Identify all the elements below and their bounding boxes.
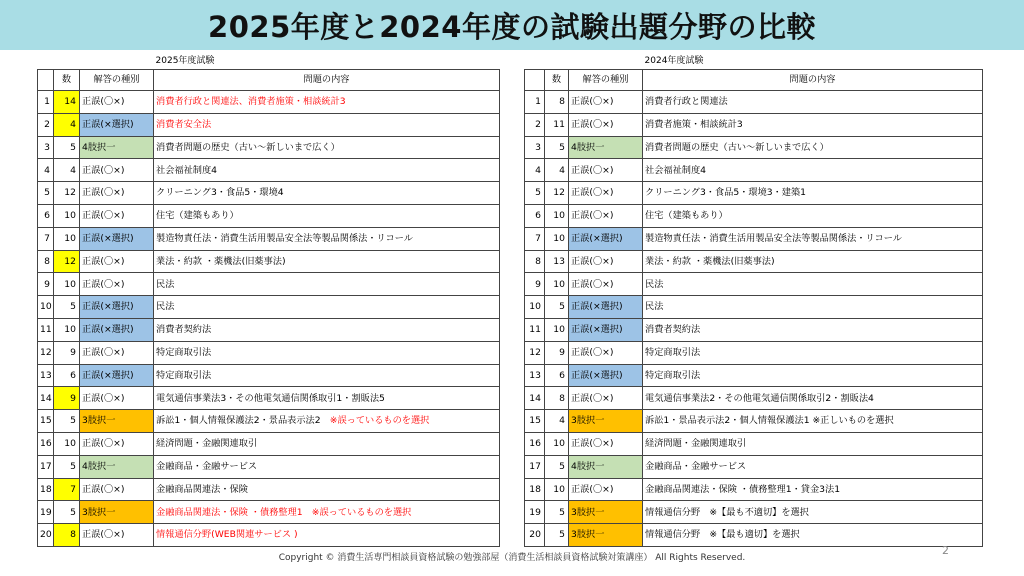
table-row bbox=[525, 91, 983, 114]
table-row bbox=[525, 432, 983, 455]
question-count: 5 bbox=[545, 524, 569, 547]
answer-type: 3肢択一 bbox=[80, 501, 154, 524]
row-number: 16 bbox=[525, 432, 545, 455]
question-count: 10 bbox=[545, 273, 569, 296]
question-count: 10 bbox=[545, 227, 569, 250]
question-content: 特定商取引法 bbox=[154, 341, 500, 364]
question-content: 消費者契約法 bbox=[643, 318, 983, 341]
question-content: 民法 bbox=[643, 296, 983, 319]
question-content: 業法・約款 ・薬機法(旧薬事法) bbox=[154, 250, 500, 273]
question-count: 7 bbox=[54, 478, 80, 501]
question-content: 消費者問題の歴史（古い～新しいまで広く） bbox=[643, 136, 983, 159]
question-count: 9 bbox=[54, 341, 80, 364]
question-count: 5 bbox=[54, 501, 80, 524]
table-row bbox=[38, 478, 500, 501]
row-number: 7 bbox=[38, 227, 54, 250]
table-row bbox=[38, 318, 500, 341]
table-row bbox=[525, 136, 983, 159]
table-row bbox=[525, 227, 983, 250]
answer-type: 正誤(〇×) bbox=[569, 273, 643, 296]
question-content: 住宅（建築もあり） bbox=[154, 204, 500, 227]
question-count: 10 bbox=[545, 478, 569, 501]
question-count: 5 bbox=[545, 501, 569, 524]
table-row bbox=[38, 182, 500, 205]
answer-type: 3肢択一 bbox=[569, 524, 643, 547]
table-header bbox=[525, 70, 983, 91]
question-count: 6 bbox=[545, 364, 569, 387]
answer-type: 正誤(〇×) bbox=[80, 159, 154, 182]
answer-type: 3肢択一 bbox=[569, 501, 643, 524]
question-content: 社会福祉制度4 bbox=[643, 159, 983, 182]
table-row bbox=[525, 364, 983, 387]
question-count: 8 bbox=[545, 91, 569, 114]
row-number: 18 bbox=[38, 478, 54, 501]
question-count: 4 bbox=[545, 410, 569, 433]
row-number: 12 bbox=[525, 341, 545, 364]
question-content: 消費者行政と関連法、消費者施策・相談統計3 bbox=[154, 91, 500, 114]
question-count: 12 bbox=[54, 250, 80, 273]
question-content: 金融商品関連法・保険 bbox=[154, 478, 500, 501]
question-content: 民法 bbox=[154, 273, 500, 296]
row-number: 16 bbox=[38, 432, 54, 455]
question-count: 9 bbox=[54, 387, 80, 410]
row-number: 15 bbox=[525, 410, 545, 433]
answer-type: 正誤(×選択) bbox=[80, 364, 154, 387]
question-content: クリーニング3・食品5・環境3・建築1 bbox=[643, 182, 983, 205]
question-content: 電気通信事業法2・その他電気通信関係取引2・割販法4 bbox=[643, 387, 983, 410]
table-row bbox=[525, 204, 983, 227]
row-number: 10 bbox=[525, 296, 545, 319]
answer-type: 正誤(×選択) bbox=[569, 296, 643, 319]
answer-type: 正誤(〇×) bbox=[569, 387, 643, 410]
answer-type: 正誤(×選択) bbox=[80, 113, 154, 136]
header-content: 問題の内容 bbox=[643, 70, 983, 91]
answer-type: 正誤(×選択) bbox=[80, 227, 154, 250]
question-content: 特定商取引法 bbox=[643, 341, 983, 364]
table-caption: 2024年度試験 bbox=[644, 55, 704, 66]
table-2025 bbox=[37, 53, 500, 547]
table-row bbox=[38, 136, 500, 159]
row-number: 3 bbox=[525, 136, 545, 159]
answer-type: 正誤(〇×) bbox=[80, 91, 154, 114]
question-content: 民法 bbox=[154, 296, 500, 319]
row-number: 2 bbox=[38, 113, 54, 136]
row-number: 18 bbox=[525, 478, 545, 501]
question-count: 10 bbox=[545, 318, 569, 341]
row-number: 2 bbox=[525, 113, 545, 136]
question-content: 経済問題・金融関連取引 bbox=[643, 432, 983, 455]
answer-type: 正誤(〇×) bbox=[569, 182, 643, 205]
question-count: 4 bbox=[545, 159, 569, 182]
answer-type: 正誤(〇×) bbox=[80, 478, 154, 501]
answer-type: 4肢択一 bbox=[569, 136, 643, 159]
question-content: 金融商品関連法・保険 ・債務整理1・貸金3法1 bbox=[643, 478, 983, 501]
question-count: 9 bbox=[545, 341, 569, 364]
question-content: 金融商品・金融サービス bbox=[643, 455, 983, 478]
row-number: 4 bbox=[38, 159, 54, 182]
answer-type: 正誤(〇×) bbox=[80, 182, 154, 205]
row-number: 9 bbox=[38, 273, 54, 296]
header-type: 解答の種別 bbox=[569, 70, 643, 91]
table-2024 bbox=[524, 53, 983, 547]
answer-type: 4肢択一 bbox=[569, 455, 643, 478]
row-number: 17 bbox=[38, 455, 54, 478]
question-content: 民法 bbox=[643, 273, 983, 296]
question-content: 社会福祉制度4 bbox=[154, 159, 500, 182]
answer-type: 3肢択一 bbox=[80, 410, 154, 433]
row-number: 9 bbox=[525, 273, 545, 296]
question-content: 消費者行政と関連法 bbox=[643, 91, 983, 114]
row-number: 20 bbox=[525, 524, 545, 547]
question-count: 13 bbox=[545, 250, 569, 273]
answer-type: 正誤(〇×) bbox=[569, 250, 643, 273]
answer-type: 正誤(〇×) bbox=[569, 341, 643, 364]
row-number: 1 bbox=[38, 91, 54, 114]
content-note: ※誤っているものを選択 bbox=[329, 415, 430, 427]
question-content: 住宅（建築もあり） bbox=[643, 204, 983, 227]
page-number: 2 bbox=[942, 544, 949, 557]
question-content: 製造物責任法・消費生活用製品安全法等製品関係法・リコール bbox=[154, 227, 500, 250]
question-content: 製造物責任法・消費生活用製品安全法等製品関係法・リコール bbox=[643, 227, 983, 250]
table-row bbox=[38, 455, 500, 478]
row-number: 17 bbox=[525, 455, 545, 478]
question-content: 消費者契約法 bbox=[154, 318, 500, 341]
question-count: 8 bbox=[54, 524, 80, 547]
table-row bbox=[525, 501, 983, 524]
question-count: 5 bbox=[54, 455, 80, 478]
answer-type: 正誤(〇×) bbox=[80, 273, 154, 296]
question-content: 訴訟1・景品表示法2・個人情報保護法1 ※正しいものを選択 bbox=[643, 410, 983, 433]
question-count: 10 bbox=[545, 432, 569, 455]
question-count: 5 bbox=[54, 136, 80, 159]
question-content: 金融商品関連法・保険 ・債務整理1 ※誤っているものを選択 bbox=[154, 501, 500, 524]
answer-type: 正誤(×選択) bbox=[569, 364, 643, 387]
answer-type: 3肢択一 bbox=[569, 410, 643, 433]
content-text: 訴訟1・個人情報保護法2・景品表示法2 bbox=[156, 415, 330, 427]
copyright-footer: Copyright © 消費生活専門相談員資格試験の勉強部屋（消費生活相談員資格試験対策講座） All Rights Reserved. bbox=[278, 553, 746, 563]
row-number: 5 bbox=[525, 182, 545, 205]
row-number: 12 bbox=[38, 341, 54, 364]
page-title: 2025年度と2024年度の試験出題分野の比較 bbox=[208, 9, 816, 44]
table-row bbox=[38, 250, 500, 273]
header-content: 問題の内容 bbox=[154, 70, 500, 91]
header-count: 数 bbox=[54, 70, 80, 91]
question-content: 消費者安全法 bbox=[154, 113, 500, 136]
question-count: 10 bbox=[54, 204, 80, 227]
header-type: 解答の種別 bbox=[80, 70, 154, 91]
question-count: 8 bbox=[545, 387, 569, 410]
answer-type: 正誤(〇×) bbox=[569, 204, 643, 227]
row-number: 8 bbox=[525, 250, 545, 273]
row-number: 4 bbox=[525, 159, 545, 182]
row-number: 5 bbox=[38, 182, 54, 205]
question-count: 10 bbox=[545, 204, 569, 227]
comparison-table bbox=[37, 53, 500, 547]
question-content: 情報通信分野 ※【最も不適切】を選択 bbox=[643, 501, 983, 524]
table-row bbox=[525, 455, 983, 478]
row-number: 10 bbox=[38, 296, 54, 319]
table-row bbox=[38, 91, 500, 114]
question-count: 5 bbox=[54, 296, 80, 319]
question-count: 10 bbox=[54, 227, 80, 250]
question-count: 10 bbox=[54, 432, 80, 455]
row-number: 11 bbox=[525, 318, 545, 341]
answer-type: 4肢択一 bbox=[80, 455, 154, 478]
question-content: 特定商取引法 bbox=[154, 364, 500, 387]
table-row bbox=[38, 501, 500, 524]
table-row bbox=[525, 250, 983, 273]
table-row bbox=[38, 432, 500, 455]
question-content: 業法・約款 ・薬機法(旧薬事法) bbox=[643, 250, 983, 273]
row-number: 1 bbox=[525, 91, 545, 114]
row-number: 13 bbox=[38, 364, 54, 387]
question-count: 11 bbox=[545, 113, 569, 136]
answer-type: 正誤(×選択) bbox=[569, 318, 643, 341]
answer-type: 正誤(〇×) bbox=[569, 432, 643, 455]
table-row bbox=[525, 159, 983, 182]
table-row bbox=[38, 410, 500, 433]
table-row bbox=[525, 273, 983, 296]
question-count: 5 bbox=[545, 136, 569, 159]
table-row bbox=[525, 341, 983, 364]
row-number: 7 bbox=[525, 227, 545, 250]
table-row bbox=[525, 387, 983, 410]
table-row bbox=[525, 410, 983, 433]
answer-type: 正誤(〇×) bbox=[80, 204, 154, 227]
header-blank bbox=[525, 70, 545, 91]
row-number: 6 bbox=[525, 204, 545, 227]
row-number: 3 bbox=[38, 136, 54, 159]
row-number: 11 bbox=[38, 318, 54, 341]
answer-type: 正誤(〇×) bbox=[569, 91, 643, 114]
answer-type: 正誤(〇×) bbox=[569, 159, 643, 182]
question-content: 経済問題・金融関連取引 bbox=[154, 432, 500, 455]
question-content: 特定商取引法 bbox=[643, 364, 983, 387]
comparison-table bbox=[524, 53, 983, 547]
question-count: 4 bbox=[54, 159, 80, 182]
question-count: 5 bbox=[545, 455, 569, 478]
table-row bbox=[38, 296, 500, 319]
answer-type: 正誤(×選択) bbox=[80, 318, 154, 341]
table-row bbox=[38, 364, 500, 387]
row-number: 20 bbox=[38, 524, 54, 547]
question-content: 金融商品・金融サービス bbox=[154, 455, 500, 478]
answer-type: 正誤(〇×) bbox=[569, 478, 643, 501]
table-row bbox=[525, 182, 983, 205]
question-count: 12 bbox=[54, 182, 80, 205]
question-count: 10 bbox=[54, 318, 80, 341]
answer-type: 正誤(〇×) bbox=[80, 341, 154, 364]
table-row bbox=[38, 227, 500, 250]
row-number: 15 bbox=[38, 410, 54, 433]
question-content: 情報通信分野(WEB関連サービス ) bbox=[154, 524, 500, 547]
table-caption: 2025年度試験 bbox=[155, 55, 215, 66]
question-count: 5 bbox=[54, 410, 80, 433]
answer-type: 4肢択一 bbox=[80, 136, 154, 159]
table-row bbox=[38, 113, 500, 136]
answer-type: 正誤(〇×) bbox=[569, 113, 643, 136]
table-row bbox=[38, 387, 500, 410]
table-row bbox=[38, 273, 500, 296]
table-row bbox=[38, 204, 500, 227]
answer-type: 正誤(〇×) bbox=[80, 432, 154, 455]
table-header bbox=[38, 70, 500, 91]
question-content: クリーニング3・食品5・環境4 bbox=[154, 182, 500, 205]
row-number: 8 bbox=[38, 250, 54, 273]
table-row bbox=[38, 159, 500, 182]
table-row bbox=[525, 318, 983, 341]
answer-type: 正誤(〇×) bbox=[80, 387, 154, 410]
question-count: 5 bbox=[545, 296, 569, 319]
answer-type: 正誤(×選択) bbox=[569, 227, 643, 250]
question-count: 4 bbox=[54, 113, 80, 136]
table-row bbox=[38, 524, 500, 547]
table-row bbox=[525, 113, 983, 136]
question-content: 消費者問題の歴史（古い～新しいまで広く） bbox=[154, 136, 500, 159]
question-content: 情報通信分野 ※【最も適切】を選択 bbox=[643, 524, 983, 547]
table-row bbox=[38, 341, 500, 364]
answer-type: 正誤(×選択) bbox=[80, 296, 154, 319]
question-content: 電気通信事業法3・その他電気通信関係取引1・割販法5 bbox=[154, 387, 500, 410]
row-number: 19 bbox=[38, 501, 54, 524]
row-number: 14 bbox=[525, 387, 545, 410]
question-count: 6 bbox=[54, 364, 80, 387]
answer-type: 正誤(〇×) bbox=[80, 524, 154, 547]
question-content: 消費者施策・相談統計3 bbox=[643, 113, 983, 136]
header-count: 数 bbox=[545, 70, 569, 91]
question-count: 14 bbox=[54, 91, 80, 114]
row-number: 19 bbox=[525, 501, 545, 524]
row-number: 14 bbox=[38, 387, 54, 410]
title-bar bbox=[0, 0, 1024, 50]
header-blank bbox=[38, 70, 54, 91]
row-number: 13 bbox=[525, 364, 545, 387]
table-row bbox=[525, 524, 983, 547]
question-count: 12 bbox=[545, 182, 569, 205]
table-row bbox=[525, 296, 983, 319]
question-content bbox=[154, 410, 500, 433]
answer-type: 正誤(〇×) bbox=[80, 250, 154, 273]
row-number: 6 bbox=[38, 204, 54, 227]
question-count: 10 bbox=[54, 273, 80, 296]
table-row bbox=[525, 478, 983, 501]
